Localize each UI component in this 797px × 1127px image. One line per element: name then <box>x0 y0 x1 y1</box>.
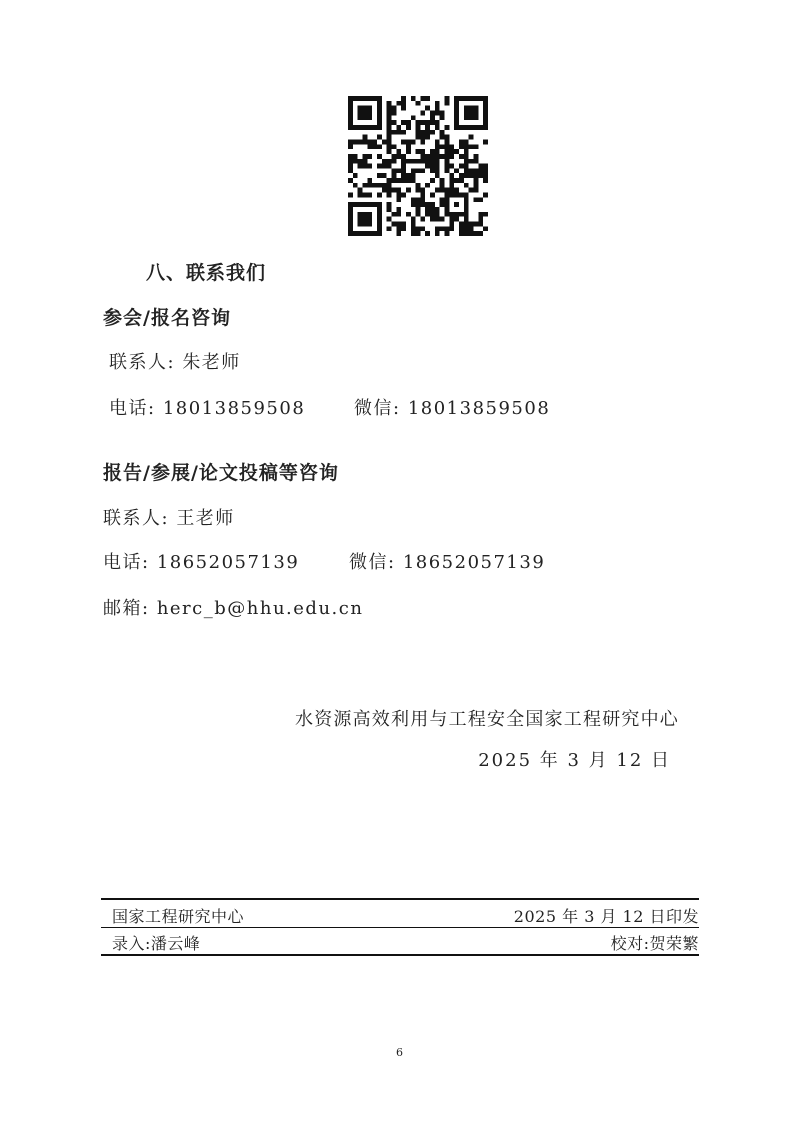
submission-contact-name: 王老师 <box>176 508 235 529</box>
registration-phone-label: 电话: <box>109 398 156 419</box>
submission-contact <box>103 504 235 530</box>
signature-date: 2025 年 3 月 12 日 <box>478 750 671 771</box>
section-heading: 八、联系我们 <box>146 262 267 284</box>
submission-heading: 报告/参展/论文投稿等咨询 <box>103 462 339 484</box>
registration-phone <box>109 394 305 420</box>
page-number: 6 <box>396 1046 403 1059</box>
registration-heading: 参会/报名咨询 <box>103 307 231 329</box>
submission-email-value: herc_b@hhu.edu.cn <box>156 598 364 619</box>
footer-entry: 录入:潘云峰 <box>112 934 201 953</box>
submission-phone-value: 18652057139 <box>156 552 300 573</box>
qr-code-modules <box>348 96 488 236</box>
registration-contact <box>109 348 241 374</box>
submission-contact-label: 联系人: <box>103 508 170 529</box>
footer-issuer: 国家工程研究中心 <box>112 907 245 926</box>
registration-contact-label: 联系人: <box>109 352 176 373</box>
submission-phone <box>103 548 299 574</box>
registration-phone-value: 18013859508 <box>162 398 306 419</box>
registration-wechat <box>354 394 550 420</box>
registration-wechat-value: 18013859508 <box>407 398 551 419</box>
footer-issue-date: 2025 年 3 月 12 日印发 <box>513 907 699 926</box>
submission-email <box>103 594 363 620</box>
submission-wechat-label: 微信: <box>349 552 396 573</box>
registration-wechat-label: 微信: <box>354 398 401 419</box>
submission-wechat-value: 18652057139 <box>402 552 546 573</box>
footer-proofread: 校对:贺荣繁 <box>610 934 699 953</box>
footer-bottom-rule <box>101 954 699 956</box>
footer-top-rule <box>101 898 699 900</box>
submission-phone-label: 电话: <box>103 552 150 573</box>
footer-middle-rule <box>101 927 699 928</box>
submission-email-label: 邮箱: <box>103 598 150 619</box>
submission-wechat <box>349 548 545 574</box>
registration-contact-name: 朱老师 <box>182 352 241 373</box>
signature-organization: 水资源高效利用与工程安全国家工程研究中心 <box>295 709 679 730</box>
qr-code-icon <box>348 96 488 236</box>
